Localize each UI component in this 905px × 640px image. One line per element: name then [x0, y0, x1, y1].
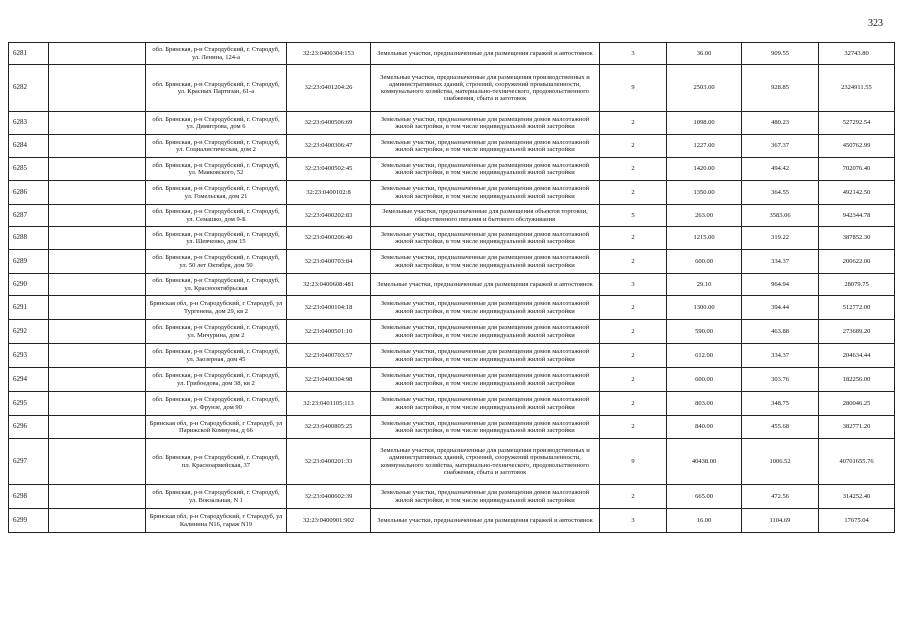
- address-cell: обл. Брянская, р-н Стародубский, г. Стародуб, ул. Заозерная, дом 45: [146, 344, 287, 368]
- group-cell: 2: [600, 135, 667, 158]
- address-cell: обл. Брянская, р-н Стародубский, г. Стародуб, ул. Грибоедова, дом 38, кв 2: [146, 368, 287, 392]
- group-cell: 2: [600, 320, 667, 344]
- table-row: [9, 43, 895, 65]
- cadastral-number-cell: 32:23:0400306:47: [287, 135, 371, 158]
- cadastral-number-cell: 32:23:0400703:84: [287, 250, 371, 274]
- land-use-cell: Земельные участки, предназначенные для размещения домов малоэтажной жилой застройки, в том числе индивидуальной жилой застройки: [371, 368, 600, 392]
- address-cell: обл. Брянская, р-н Стародубский, г. Стародуб, ул. Семашко, дом 9-Б: [146, 205, 287, 227]
- row-number-cell: 6293: [9, 344, 49, 368]
- row-number-cell: 6289: [9, 250, 49, 274]
- land-use-cell: Земельные участки, предназначенные для размещения домов малоэтажной жилой застройки, в том числе индивидуальной жилой застройки: [371, 250, 600, 274]
- rate-cell: 348.75: [742, 392, 819, 416]
- row-number-cell: 6282: [9, 65, 49, 112]
- cadastral-cost-cell: 527292.54: [819, 112, 895, 135]
- cadastral-number-cell: 32:23:0400608:481: [287, 274, 371, 296]
- table-row: [9, 135, 895, 158]
- empty-cell: [49, 205, 146, 227]
- table-row: [9, 392, 895, 416]
- cadastral-number-cell: 32:23:0400104:18: [287, 296, 371, 320]
- cadastral-number-cell: 32:23:0400506:69: [287, 112, 371, 135]
- group-cell: 5: [600, 205, 667, 227]
- cadastral-number-cell: 32:23:0400501:10: [287, 320, 371, 344]
- cadastral-number-cell: 32:23:0401204:26: [287, 65, 371, 112]
- empty-cell: [49, 65, 146, 112]
- area-cell: 840.00: [667, 416, 742, 439]
- address-cell: обл. Брянская, р-н Стародубский, г. Стародуб, ул. Маяковского, 52: [146, 158, 287, 181]
- cadastral-number-cell: 32:23:0400202:83: [287, 205, 371, 227]
- land-use-cell: Земельные участки, предназначенные для размещения гаражей и автостоянок: [371, 274, 600, 296]
- empty-cell: [49, 416, 146, 439]
- row-number-cell: 6296: [9, 416, 49, 439]
- rate-cell: 964.94: [742, 274, 819, 296]
- table-row: [9, 344, 895, 368]
- table-row: [9, 439, 895, 485]
- empty-cell: [49, 296, 146, 320]
- cadastral-cost-cell: 32743.80: [819, 43, 895, 65]
- address-cell: Брянская обл, р-н Стародубский, г Стародуб, ул Парижской Коммуны, д 66: [146, 416, 287, 439]
- row-number-cell: 6292: [9, 320, 49, 344]
- empty-cell: [49, 135, 146, 158]
- land-use-cell: Земельные участки, предназначенные для размещения домов малоэтажной жилой застройки, в том числе индивидуальной жилой застройки: [371, 392, 600, 416]
- empty-cell: [49, 274, 146, 296]
- group-cell: 3: [600, 274, 667, 296]
- rate-cell: 909.55: [742, 43, 819, 65]
- area-cell: 36.00: [667, 43, 742, 65]
- empty-cell: [49, 158, 146, 181]
- rate-cell: 319.22: [742, 227, 819, 250]
- group-cell: 2: [600, 416, 667, 439]
- row-number-cell: 6286: [9, 181, 49, 205]
- area-cell: 1227.00: [667, 135, 742, 158]
- cadastral-number-cell: 32:23:0400206:40: [287, 227, 371, 250]
- row-number-cell: 6290: [9, 274, 49, 296]
- land-use-cell: Земельные участки, предназначенные для размещения домов малоэтажной жилой застройки, в том числе индивидуальной жилой застройки: [371, 158, 600, 181]
- group-cell: 2: [600, 344, 667, 368]
- group-cell: 3: [600, 509, 667, 533]
- table-row: [9, 485, 895, 509]
- group-cell: 2: [600, 227, 667, 250]
- page-number: 323: [868, 18, 883, 29]
- rate-cell: 494.42: [742, 158, 819, 181]
- rate-cell: 480.23: [742, 112, 819, 135]
- land-use-cell: Земельные участки, предназначенные для размещения объектов торговли, общественного питания и бытового обслуживания: [371, 205, 600, 227]
- group-cell: 2: [600, 296, 667, 320]
- cadastral-cost-cell: 314252.40: [819, 485, 895, 509]
- cadastral-number-cell: 32:23:0400901:902: [287, 509, 371, 533]
- land-use-cell: Земельные участки, предназначенные для размещения производственных и административных зданий, строений, сооружений промышленности, коммунального хозяйства, материально-технического, продовольственного снабжения, сбыта и заготовок: [371, 439, 600, 485]
- row-number-cell: 6295: [9, 392, 49, 416]
- address-cell: обл. Брянская, р-н Стародубский, г. Стародуб, ул. Краснооктябрьская: [146, 274, 287, 296]
- row-number-cell: 6299: [9, 509, 49, 533]
- empty-cell: [49, 43, 146, 65]
- rate-cell: 364.55: [742, 181, 819, 205]
- table-row: [9, 509, 895, 533]
- cadastral-cost-cell: 382771.20: [819, 416, 895, 439]
- rate-cell: 928.85: [742, 65, 819, 112]
- cadastral-cost-cell: 280046.25: [819, 392, 895, 416]
- area-cell: 1098.00: [667, 112, 742, 135]
- table-row: [9, 274, 895, 296]
- land-use-cell: Земельные участки, предназначенные для размещения домов малоэтажной жилой застройки, в том числе индивидуальной жилой застройки: [371, 112, 600, 135]
- cadastral-number-cell: 32:23:0400304:153: [287, 43, 371, 65]
- cadastral-cost-cell: 512772.00: [819, 296, 895, 320]
- table-row: [9, 181, 895, 205]
- row-number-cell: 6294: [9, 368, 49, 392]
- cadastral-number-cell: 32:23:0400602:39: [287, 485, 371, 509]
- empty-cell: [49, 227, 146, 250]
- cadastral-cost-cell: 387852.30: [819, 227, 895, 250]
- address-cell: обл. Брянская, р-н Стародубский, г. Стародуб, ул. Шевченко, дом 15: [146, 227, 287, 250]
- empty-cell: [49, 392, 146, 416]
- area-cell: 590.00: [667, 320, 742, 344]
- cadastral-cost-cell: 17675.04: [819, 509, 895, 533]
- area-cell: 16.00: [667, 509, 742, 533]
- row-number-cell: 6285: [9, 158, 49, 181]
- address-cell: обл. Брянская, р-н Стародубский, г. Стародуб, ул. Вокзальная, N 1: [146, 485, 287, 509]
- land-use-cell: Земельные участки, предназначенные для размещения гаражей и автостоянок: [371, 43, 600, 65]
- row-number-cell: 6281: [9, 43, 49, 65]
- cadastral-cost-cell: 273689.20: [819, 320, 895, 344]
- row-number-cell: 6284: [9, 135, 49, 158]
- rate-cell: 455.68: [742, 416, 819, 439]
- cadastral-number-cell: 32:23:0400201:33: [287, 439, 371, 485]
- rate-cell: 1104.69: [742, 509, 819, 533]
- rate-cell: 3583.06: [742, 205, 819, 227]
- address-cell: обл. Брянская, р-н Стародубский, г. Стародуб, ул. Ленина, 124-а: [146, 43, 287, 65]
- group-cell: 3: [600, 43, 667, 65]
- group-cell: 9: [600, 439, 667, 485]
- cadastral-cost-cell: 450762.99: [819, 135, 895, 158]
- cadastral-number-cell: 32:23:0401105:113: [287, 392, 371, 416]
- empty-cell: [49, 368, 146, 392]
- area-cell: 803.00: [667, 392, 742, 416]
- empty-cell: [49, 250, 146, 274]
- empty-cell: [49, 485, 146, 509]
- table-row: [9, 250, 895, 274]
- rate-cell: 472.56: [742, 485, 819, 509]
- empty-cell: [49, 439, 146, 485]
- cadastral-number-cell: 32:23:0400805:25: [287, 416, 371, 439]
- row-number-cell: 6297: [9, 439, 49, 485]
- group-cell: 2: [600, 485, 667, 509]
- rate-cell: 1006.52: [742, 439, 819, 485]
- table-row: [9, 158, 895, 181]
- empty-cell: [49, 181, 146, 205]
- address-cell: обл. Брянская, р-н Стародубский, г. Стародуб, ул. Гомельская, дом 21: [146, 181, 287, 205]
- land-use-cell: Земельные участки, предназначенные для размещения домов малоэтажной жилой застройки, в том числе индивидуальной жилой застройки: [371, 181, 600, 205]
- row-number-cell: 6283: [9, 112, 49, 135]
- land-use-cell: Земельные участки, предназначенные для размещения домов малоэтажной жилой застройки, в том числе индивидуальной жилой застройки: [371, 416, 600, 439]
- empty-cell: [49, 344, 146, 368]
- land-use-cell: Земельные участки, предназначенные для размещения гаражей и автостоянок: [371, 509, 600, 533]
- area-cell: 1300.00: [667, 296, 742, 320]
- land-use-cell: Земельные участки, предназначенные для размещения домов малоэтажной жилой застройки, в том числе индивидуальной жилой застройки: [371, 227, 600, 250]
- group-cell: 2: [600, 392, 667, 416]
- address-cell: обл. Брянская, р-н Стародубский, г. Стародуб, ул. Красных Партизан, 61-а: [146, 65, 287, 112]
- area-cell: 665.00: [667, 485, 742, 509]
- rate-cell: 463.88: [742, 320, 819, 344]
- group-cell: 2: [600, 112, 667, 135]
- row-number-cell: 6298: [9, 485, 49, 509]
- table-body: [9, 43, 895, 533]
- table-row: [9, 416, 895, 439]
- address-cell: обл. Брянская, р-н Стародубский, г. Стародуб, ул. 50 лет Октября, дом 50: [146, 250, 287, 274]
- table-row: [9, 205, 895, 227]
- cadastral-number-cell: 32:23:0400703:57: [287, 344, 371, 368]
- cadastral-cost-cell: 182256.00: [819, 368, 895, 392]
- area-cell: 612.00: [667, 344, 742, 368]
- group-cell: 2: [600, 181, 667, 205]
- land-use-cell: Земельные участки, предназначенные для размещения производственных и административных зданий, строений, сооружений промышленности, коммунального хозяйства, материально-технического, продовольственного снабжения, сбыта и заготовок: [371, 65, 600, 112]
- address-cell: обл. Брянская, р-н Стародубский, г. Стародуб, ул. Димитрова, дом 6: [146, 112, 287, 135]
- land-use-cell: Земельные участки, предназначенные для размещения домов малоэтажной жилой застройки, в том числе индивидуальной жилой застройки: [371, 296, 600, 320]
- address-cell: обл. Брянская, р-н Стародубский, г. Стародуб, ул. Социалистическая, дом 2: [146, 135, 287, 158]
- cadastral-cost-cell: 204634.44: [819, 344, 895, 368]
- group-cell: 9: [600, 65, 667, 112]
- area-cell: 600.00: [667, 250, 742, 274]
- empty-cell: [49, 112, 146, 135]
- area-cell: 1350.00: [667, 181, 742, 205]
- area-cell: 1420.00: [667, 158, 742, 181]
- table-row: [9, 227, 895, 250]
- cadastral-cost-cell: 28079.75: [819, 274, 895, 296]
- row-number-cell: 6288: [9, 227, 49, 250]
- area-cell: 2503.00: [667, 65, 742, 112]
- address-cell: Брянская обл, р-н Стародубский, г Стародуб, ул Калинина N16, гараж N19: [146, 509, 287, 533]
- land-use-cell: Земельные участки, предназначенные для размещения домов малоэтажной жилой застройки, в том числе индивидуальной жилой застройки: [371, 320, 600, 344]
- cadastral-cost-cell: 2324911.55: [819, 65, 895, 112]
- rate-cell: 334.37: [742, 250, 819, 274]
- rate-cell: 303.76: [742, 368, 819, 392]
- cadastral-number-cell: 32:23:0400304:98: [287, 368, 371, 392]
- empty-cell: [49, 320, 146, 344]
- address-cell: обл. Брянская, р-н Стародубский, г. Стародуб, ул. Фрунзе, дом 90: [146, 392, 287, 416]
- address-cell: обл. Брянская, р-н Стародубский, г. Стародуб, ул. Мичурина, дом 2: [146, 320, 287, 344]
- row-number-cell: 6291: [9, 296, 49, 320]
- address-cell: Брянская обл, р-н Стародубский, г Стародуб, ул Тургенева, дом 29, кв 2: [146, 296, 287, 320]
- land-use-cell: Земельные участки, предназначенные для размещения домов малоэтажной жилой застройки, в том числе индивидуальной жилой застройки: [371, 135, 600, 158]
- group-cell: 2: [600, 250, 667, 274]
- table-row: [9, 65, 895, 112]
- area-cell: 40438.00: [667, 439, 742, 485]
- land-use-cell: Земельные участки, предназначенные для размещения домов малоэтажной жилой застройки, в том числе индивидуальной жилой застройки: [371, 344, 600, 368]
- table-row: [9, 320, 895, 344]
- table-row: [9, 296, 895, 320]
- land-use-cell: Земельные участки, предназначенные для размещения домов малоэтажной жилой застройки, в том числе индивидуальной жилой застройки: [371, 485, 600, 509]
- cadastral-number-cell: 32:23:0400102:8: [287, 181, 371, 205]
- area-cell: 1215.00: [667, 227, 742, 250]
- area-cell: 29.10: [667, 274, 742, 296]
- table-row: [9, 112, 895, 135]
- group-cell: 2: [600, 158, 667, 181]
- group-cell: 2: [600, 368, 667, 392]
- cadastral-cost-cell: 702076.40: [819, 158, 895, 181]
- row-number-cell: 6287: [9, 205, 49, 227]
- area-cell: 600.00: [667, 368, 742, 392]
- cadastral-number-cell: 32:23:0400502:45: [287, 158, 371, 181]
- cadastral-cost-cell: 492142.50: [819, 181, 895, 205]
- cadastral-cost-cell: 40701655.76: [819, 439, 895, 485]
- area-cell: 263.00: [667, 205, 742, 227]
- cadastral-cost-cell: 200622.00: [819, 250, 895, 274]
- address-cell: обл. Брянская, р-н Стародубский, г. Стародуб, пл. Красноармейская, 37: [146, 439, 287, 485]
- rate-cell: 334.37: [742, 344, 819, 368]
- table-row: [9, 368, 895, 392]
- empty-cell: [49, 509, 146, 533]
- rate-cell: 367.37: [742, 135, 819, 158]
- cadastral-cost-cell: 942344.78: [819, 205, 895, 227]
- land-registry-table: [8, 42, 895, 533]
- rate-cell: 394.44: [742, 296, 819, 320]
